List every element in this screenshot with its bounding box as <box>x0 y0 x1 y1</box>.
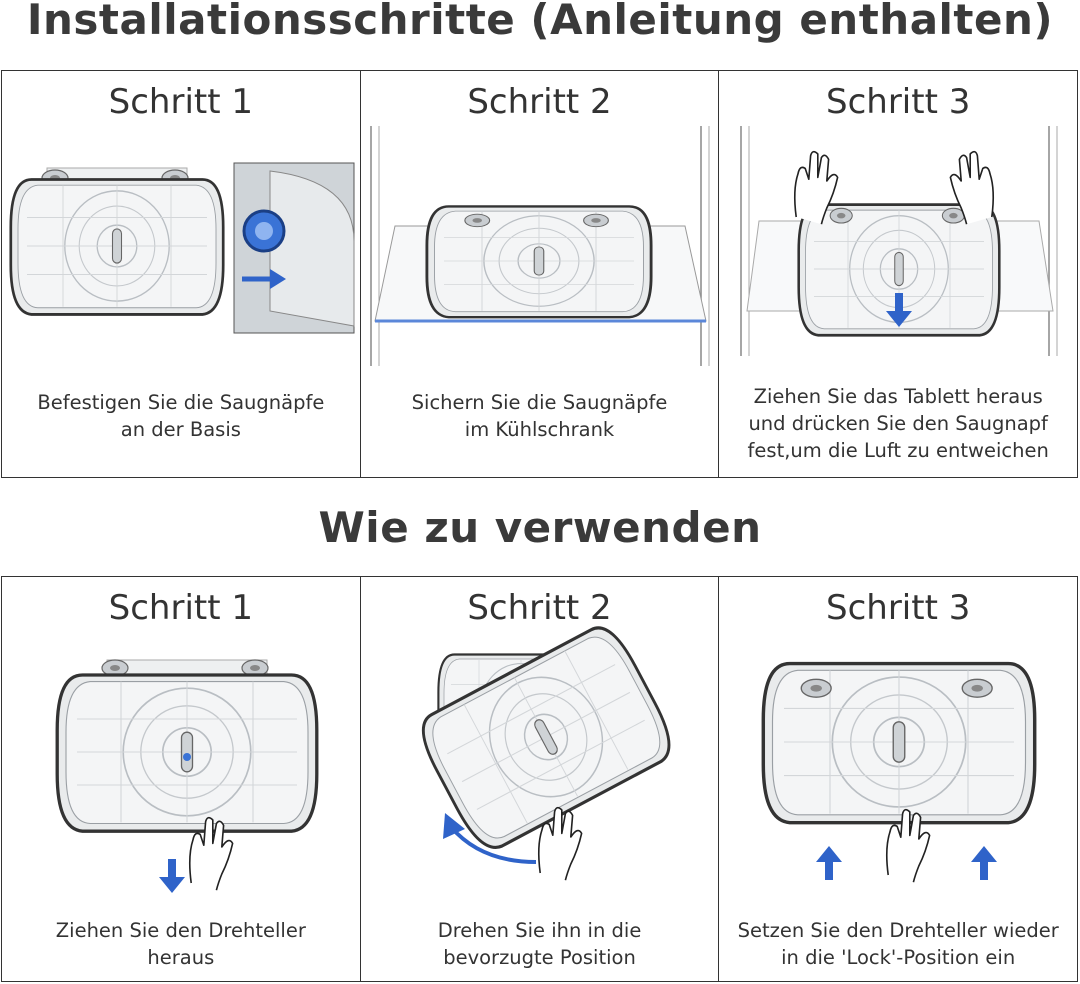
step-title: Schritt 2 <box>467 588 612 628</box>
step-caption: Drehen Sie ihn in die bevorzugte Position <box>437 919 642 969</box>
usage-step-1 <box>2 577 361 981</box>
step-caption: Ziehen Sie das Tablett heraus und drücken Sie den Saugnapf fest,um die Luft zu entweichen <box>747 385 1049 462</box>
step-title: Schritt 1 <box>108 588 254 628</box>
usage-steps-grid <box>1 576 1078 982</box>
rotate-turntable-illustration <box>361 577 719 917</box>
step-title: Schritt 3 <box>826 82 971 122</box>
installation-heading: Installationsschritte (Anleitung enthalten) <box>26 0 1054 44</box>
tray-suction-cup-illustration <box>2 71 360 371</box>
usage-step-3 <box>719 577 1077 981</box>
step-title: Schritt 1 <box>108 82 254 122</box>
usage-step-2 <box>361 577 720 981</box>
installation-step-3 <box>719 71 1077 477</box>
installation-step-1 <box>2 71 361 477</box>
lock-turntable-illustration <box>719 577 1077 917</box>
step-caption: Setzen Sie den Drehteller wieder in die 'Lock'-Position ein <box>737 919 1059 969</box>
detail-inset <box>234 163 354 333</box>
step-caption: Sichern Sie die Saugnäpfe im Kühlschrank <box>411 391 668 441</box>
installation-steps-grid <box>1 70 1078 478</box>
press-suction-cup-illustration <box>719 71 1077 371</box>
fridge-shelf-illustration <box>361 71 719 371</box>
step-title: Schritt 3 <box>826 588 971 628</box>
pull-out-turntable-illustration <box>2 577 360 917</box>
step-caption: Ziehen Sie den Drehteller heraus <box>55 919 306 969</box>
installation-step-2 <box>361 71 720 477</box>
step-title: Schritt 2 <box>467 82 612 122</box>
usage-heading: Wie zu verwenden <box>318 503 762 552</box>
step-caption: Befestigen Sie die Saugnäpfe an der Basis <box>37 391 325 441</box>
